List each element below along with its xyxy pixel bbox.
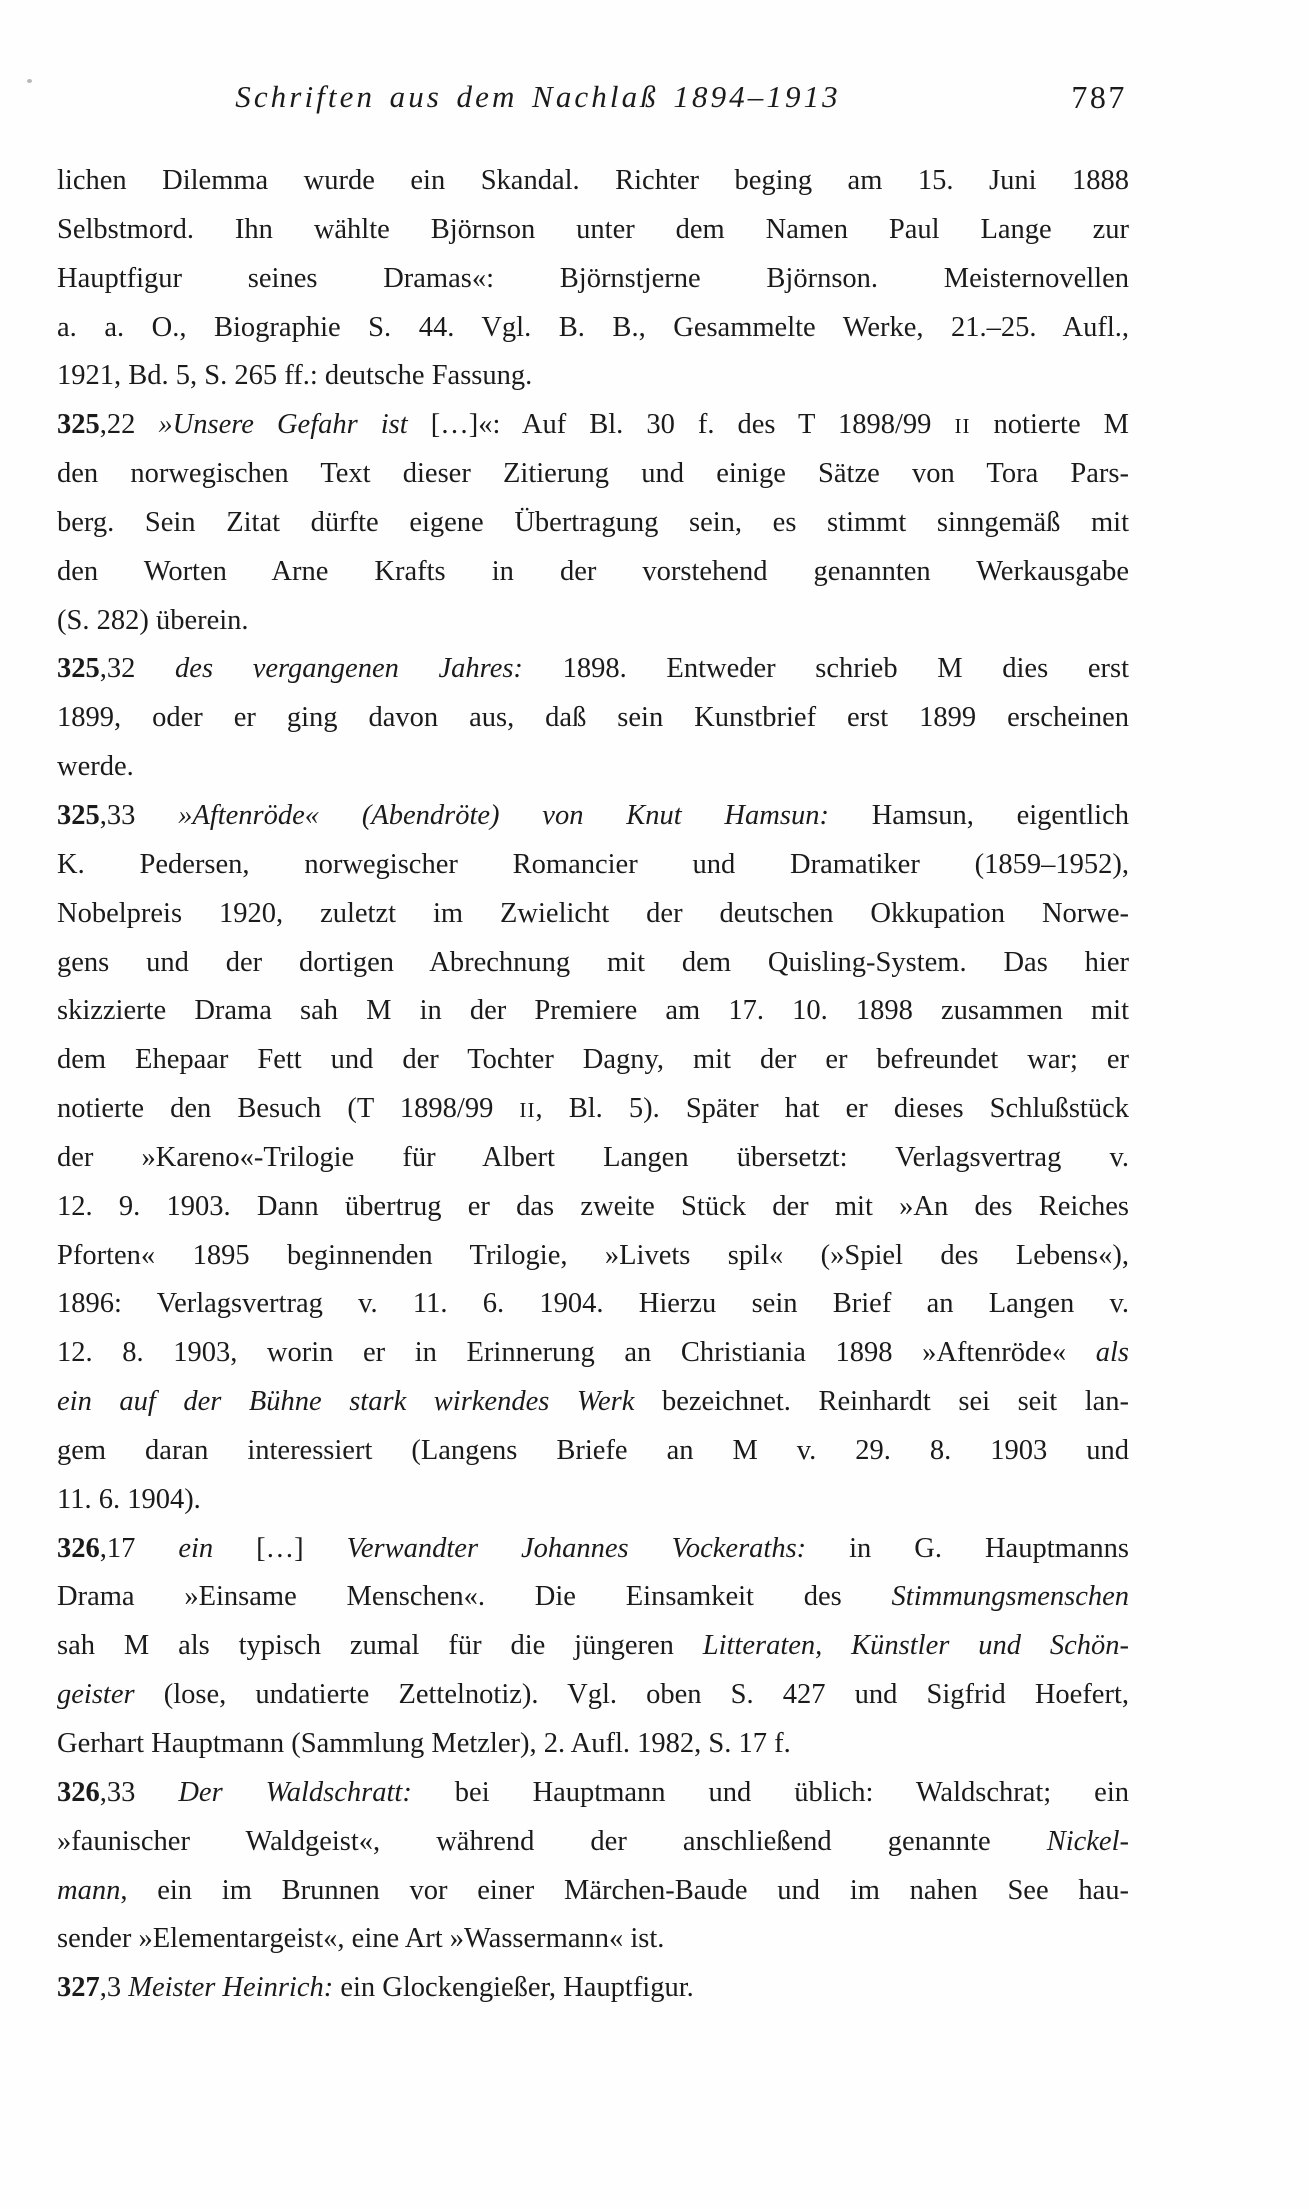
text-segment: sender »Elementargeist«, eine Art »Wassermann« ist. <box>57 1923 665 1955</box>
text-line <box>57 1378 1129 1427</box>
text-segment: a. a. O., Biographie S. 44. Vgl. B. B., Gesammelte Werke, 21.–25. Aufl., <box>57 311 1129 343</box>
text-segment: 325 <box>57 409 100 441</box>
text-line <box>57 157 1129 206</box>
text-segment: (S. 282) überein. <box>57 604 249 636</box>
text-segment: II <box>954 414 971 439</box>
running-header <box>57 74 1129 120</box>
text-line <box>57 1280 1129 1329</box>
text-line <box>57 1769 1129 1818</box>
page-text <box>57 157 1129 2013</box>
text-segment: Nickel- <box>1046 1825 1129 1857</box>
text-segment: ein <box>178 1532 257 1564</box>
text-segment: Stimmungsmenschen <box>891 1581 1129 1613</box>
text-segment: »Unsere Gefahr ist <box>158 409 431 441</box>
text-segment: ,22 <box>99 409 159 441</box>
text-segment: ein Glockengießer, Hauptfigur. <box>340 1972 694 2004</box>
text-segment: der »Kareno«-Trilogie für Albert Langen übersetzt: Verlagsvertrag v. <box>57 1141 1129 1173</box>
text-segment: »Aftenröde« (Abendröte) von Knut Hamsun: <box>178 799 872 831</box>
text-segment: notierte den Besuch (T 1898/99 <box>57 1093 520 1125</box>
text-segment: geister <box>57 1679 164 1711</box>
text-segment: Meister Heinrich: <box>128 1972 341 2004</box>
text-segment: ,3 <box>99 1972 129 2004</box>
text-line <box>57 1573 1129 1622</box>
text-segment: als <box>1095 1337 1129 1369</box>
text-line <box>57 401 1129 450</box>
text-segment: 326 <box>57 1532 100 1564</box>
text-line <box>57 1525 1129 1574</box>
text-segment: Pforten« 1895 beginnenden Trilogie, »Livets spil« (»Spiel des Lebens«), <box>57 1239 1129 1271</box>
text-segment: den Worten Arne Krafts in der vorstehend genannten Werkausgabe <box>57 555 1129 587</box>
text-segment: Hamsun, eigentlich <box>871 799 1129 831</box>
text-segment: »faunischer Waldgeist«, während der anschließend genannte <box>57 1825 1047 1857</box>
text-segment: mann <box>57 1874 121 1906</box>
text-line <box>57 1134 1129 1183</box>
text-segment: ,17 <box>99 1532 179 1564</box>
text-line <box>57 645 1129 694</box>
text-line <box>57 1915 1129 1964</box>
text-segment: des vergangenen Jahres: <box>175 653 563 685</box>
text-line <box>57 1183 1129 1232</box>
text-line <box>57 1867 1129 1916</box>
text-segment: Verwandter Johannes Vockeraths: <box>346 1532 850 1564</box>
text-segment: , Bl. 5). Später hat er dieses Schlußstück <box>535 1093 1129 1125</box>
text-segment: lichen Dilemma wurde ein Skandal. Richter beging am 15. Juni 1888 <box>57 165 1129 196</box>
text-segment: Gerhart Hauptmann (Sammlung Metzler), 2. Aufl. 1982, S. 17 f. <box>57 1728 791 1759</box>
text-segment: Hauptfigur seines Dramas«: Björnstjerne Björnson. Meisternovellen <box>57 262 1129 294</box>
text-segment: den norwegischen Text dieser Zitierung und einige Sätze von Tora Pars- <box>57 458 1129 490</box>
text-segment: Der Waldschratt: <box>178 1776 455 1808</box>
text-segment: 1899, oder er ging davon aus, daß sein Kunstbrief erst 1899 erscheinen <box>57 702 1129 734</box>
text-segment: 327 <box>57 1972 100 2004</box>
text-line <box>57 792 1129 841</box>
text-segment: berg. Sein Zitat dürfte eigene Übertragung sein, es stimmt sinngemäß mit <box>57 506 1129 538</box>
text-segment: II <box>519 1098 536 1123</box>
running-header-title: Schriften aus dem Nachlaß 1894–1913 <box>235 79 841 114</box>
text-segment: sah M als typisch zumal für die jüngeren <box>57 1630 703 1662</box>
text-line <box>57 450 1129 499</box>
text-line <box>57 987 1129 1036</box>
text-segment: Nobelpreis 1920, zuletzt im Zwielicht der deutschen Okkupation Norwe- <box>57 897 1129 929</box>
text-segment: ,33 <box>99 799 179 831</box>
text-line <box>57 1476 1129 1525</box>
text-segment: 1921, Bd. 5, S. 265 ff.: deutsche Fassung. <box>57 360 533 392</box>
page-number: 787 <box>1071 79 1127 115</box>
text-line <box>57 255 1129 304</box>
text-segment: Litteraten, Künstler und Schön- <box>702 1630 1129 1662</box>
text-segment: dem Ehepaar Fett und der Tochter Dagny, mit der er befreundet war; er <box>57 1044 1129 1076</box>
text-line <box>57 1427 1129 1476</box>
text-segment: (lose, undatierte Zettelnotiz). Vgl. oben S. 427 und Sigfrid Hoefert, <box>163 1679 1129 1711</box>
text-line <box>57 597 1129 646</box>
text-segment: ,32 <box>99 653 176 685</box>
text-line <box>57 548 1129 597</box>
text-segment: 1898. Entweder schrieb M dies erst <box>562 653 1129 685</box>
text-line <box>57 890 1129 939</box>
text-line <box>57 1818 1129 1867</box>
text-line <box>57 499 1129 548</box>
text-segment: Drama »Einsame Menschen«. Die Einsamkeit des <box>57 1581 892 1613</box>
text-segment: bei Hauptmann und üblich: Waldschrat; ein <box>454 1776 1129 1808</box>
text-segment: ,33 <box>99 1776 179 1808</box>
text-line <box>57 1622 1129 1671</box>
text-line <box>57 1964 1129 2013</box>
text-line <box>57 939 1129 988</box>
text-line <box>57 1720 1129 1769</box>
text-segment: 325 <box>57 653 100 685</box>
text-segment: notierte M <box>970 409 1129 441</box>
text-segment: 12. 8. 1903, worin er in Erinnerung an Christiania 1898 »Aftenröde« <box>57 1337 1096 1369</box>
text-segment: 1896: Verlagsvertrag v. 11. 6. 1904. Hierzu sein Brief an Langen v. <box>57 1288 1129 1320</box>
text-segment: ein auf der Bühne stark wirkendes Werk <box>57 1386 662 1418</box>
text-line <box>57 694 1129 743</box>
scan-artifact <box>27 79 32 83</box>
text-segment: 11. 6. 1904). <box>57 1483 201 1515</box>
text-segment: 326 <box>57 1776 100 1808</box>
text-line <box>57 743 1129 792</box>
text-segment: skizzierte Drama sah M in der Premiere am 17. 10. 1898 zusammen mit <box>57 995 1129 1027</box>
text-segment: 12. 9. 1903. Dann übertrug er das zweite Stück der mit »An des Reiches <box>57 1190 1129 1222</box>
text-segment: gens und der dortigen Abrechnung mit dem Quisling-System. Das hier <box>57 946 1129 978</box>
text-segment: in G. Hauptmanns <box>849 1532 1130 1564</box>
text-line <box>57 206 1129 255</box>
text-segment: Selbstmord. Ihn wählte Björnson unter dem Namen Paul Lange zur <box>57 213 1129 245</box>
text-line <box>57 1036 1129 1085</box>
text-line <box>57 304 1129 353</box>
text-line <box>57 841 1129 890</box>
text-segment: […]«: Auf Bl. 30 f. des T 1898/99 <box>430 409 955 441</box>
text-segment: bezeichnet. Reinhardt sei seit lan- <box>661 1386 1130 1418</box>
text-segment: gem daran interessiert (Langens Briefe an M v. 29. 8. 1903 und <box>57 1434 1129 1466</box>
text-segment: […] <box>256 1532 347 1564</box>
text-segment: 325 <box>57 799 100 831</box>
text-line <box>57 1671 1129 1720</box>
text-segment: K. Pedersen, norwegischer Romancier und Dramatiker (1859–1952), <box>57 848 1129 880</box>
text-line <box>57 1232 1129 1281</box>
text-segment: werde. <box>57 751 134 783</box>
text-line <box>57 1329 1129 1378</box>
text-segment: , ein im Brunnen vor einer Märchen-Baude und im nahen See hau- <box>120 1874 1129 1906</box>
text-line <box>57 1085 1129 1134</box>
text-line <box>57 352 1129 401</box>
